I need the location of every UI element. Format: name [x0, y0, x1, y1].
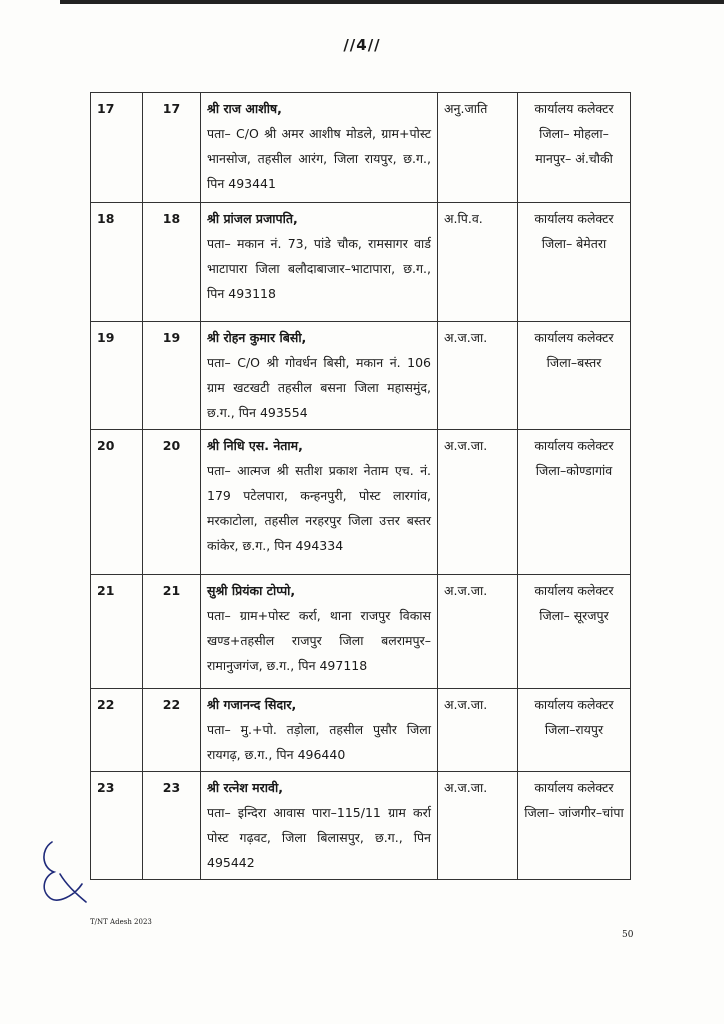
serial-number-2: 19	[143, 322, 201, 430]
table-row	[91, 203, 631, 322]
candidate-address: पता– आत्मज श्री सतीश प्रकाश नेताम एच. नं. 179 पटेलपारा, कन्हनपुरी, पोस्ट लारगांव, मरकाटोला, तहसील नरहरपुर जिला उत्तर बस्तर कांकेर, छ.ग., पिन 494334	[207, 463, 431, 553]
serial-number: 17	[91, 93, 143, 203]
serial-number-2: 22	[143, 689, 201, 772]
serial-number-2: 21	[143, 575, 201, 689]
posting-office: कार्यालय कलेक्टर जिला– बेमेतरा	[518, 203, 631, 322]
table-row	[91, 93, 631, 203]
serial-number: 22	[91, 689, 143, 772]
serial-number-2: 18	[143, 203, 201, 322]
candidate-name: श्री रत्नेश मरावी,	[207, 780, 283, 795]
posting-office: कार्यालय कलेक्टर जिला– सूरजपुर	[518, 575, 631, 689]
footer-reference: T/NT Adesh 2023	[90, 918, 152, 926]
candidate-name: श्री गजानन्द सिदार,	[207, 697, 297, 712]
signature-mark	[30, 838, 90, 908]
page-mark: //4//	[343, 36, 381, 54]
candidate-cell	[201, 689, 438, 772]
candidate-cell	[201, 575, 438, 689]
candidate-cell	[201, 772, 438, 880]
candidate-name: श्री निधि एस. नेताम,	[207, 438, 303, 453]
table-row	[91, 430, 631, 575]
candidate-cell	[201, 203, 438, 322]
posting-office: कार्यालय कलेक्टर जिला– मोहला–मानपुर– अं.चौकी	[518, 93, 631, 203]
candidate-address: पता– मु.+पो. तड़ोला, तहसील पुसौर जिला रायगढ़, छ.ग., पिन 496440	[207, 722, 431, 762]
posting-office: कार्यालय कलेक्टर जिला–बस्तर	[518, 322, 631, 430]
candidate-name: श्री राज आशीष,	[207, 101, 282, 116]
category: अनु.जाति	[438, 93, 518, 203]
candidate-cell	[201, 430, 438, 575]
candidate-cell	[201, 322, 438, 430]
candidate-address: पता– मकान नं. 73, पांडे चौक, रामसागर वार्ड भाटापारा जिला बलौदाबाजार–भाटापारा, छ.ग., पिन 493118	[207, 236, 431, 301]
candidate-table	[90, 92, 631, 880]
table-row	[91, 322, 631, 430]
candidate-name: सुश्री प्रियंका टोप्पो,	[207, 583, 296, 598]
posting-office: कार्यालय कलेक्टर जिला– जांजगीर–चांपा	[518, 772, 631, 880]
candidate-address: पता– ग्राम+पोस्ट कर्रा, थाना राजपुर विकास खण्ड+तहसील राजपुर जिला बलरामपुर–रामानुजगंज, छ.ग., पिन 497118	[207, 608, 431, 673]
candidate-cell	[201, 93, 438, 203]
category: अ.ज.जा.	[438, 575, 518, 689]
candidate-address: पता– C/O श्री अमर आशीष मोडले, ग्राम+पोस्ट भानसोज, तहसील आरंग, जिला रायपुर, छ.ग., पिन 493441	[207, 126, 431, 191]
category: अ.ज.जा.	[438, 772, 518, 880]
serial-number-2: 17	[143, 93, 201, 203]
category: अ.पि.व.	[438, 203, 518, 322]
posting-office: कार्यालय कलेक्टर जिला–कोण्डागांव	[518, 430, 631, 575]
posting-office: कार्यालय कलेक्टर जिला–रायपुर	[518, 689, 631, 772]
serial-number-2: 23	[143, 772, 201, 880]
table-row	[91, 772, 631, 880]
candidate-name: श्री प्रांजल प्रजापति,	[207, 211, 298, 226]
serial-number: 23	[91, 772, 143, 880]
category: अ.ज.जा.	[438, 689, 518, 772]
serial-number: 20	[91, 430, 143, 575]
serial-number: 18	[91, 203, 143, 322]
serial-number: 21	[91, 575, 143, 689]
category: अ.ज.जा.	[438, 430, 518, 575]
candidate-address: पता– इन्दिरा आवास पारा–115/11 ग्राम कर्रा पोस्ट गढ़वट, जिला बिलासपुर, छ.ग., पिन 495442	[207, 805, 431, 870]
page-number: 50	[622, 930, 634, 940]
serial-number: 19	[91, 322, 143, 430]
top-border-line	[60, 0, 724, 4]
table-row	[91, 689, 631, 772]
serial-number-2: 20	[143, 430, 201, 575]
candidate-name: श्री रोहन कुमार बिसी,	[207, 330, 307, 345]
category: अ.ज.जा.	[438, 322, 518, 430]
table-row	[91, 575, 631, 689]
candidate-address: पता– C/O श्री गोवर्धन बिसी, मकान नं. 106 ग्राम खटखटी तहसील बसना जिला महासमुंद, छ.ग., पिन 493554	[207, 355, 431, 420]
